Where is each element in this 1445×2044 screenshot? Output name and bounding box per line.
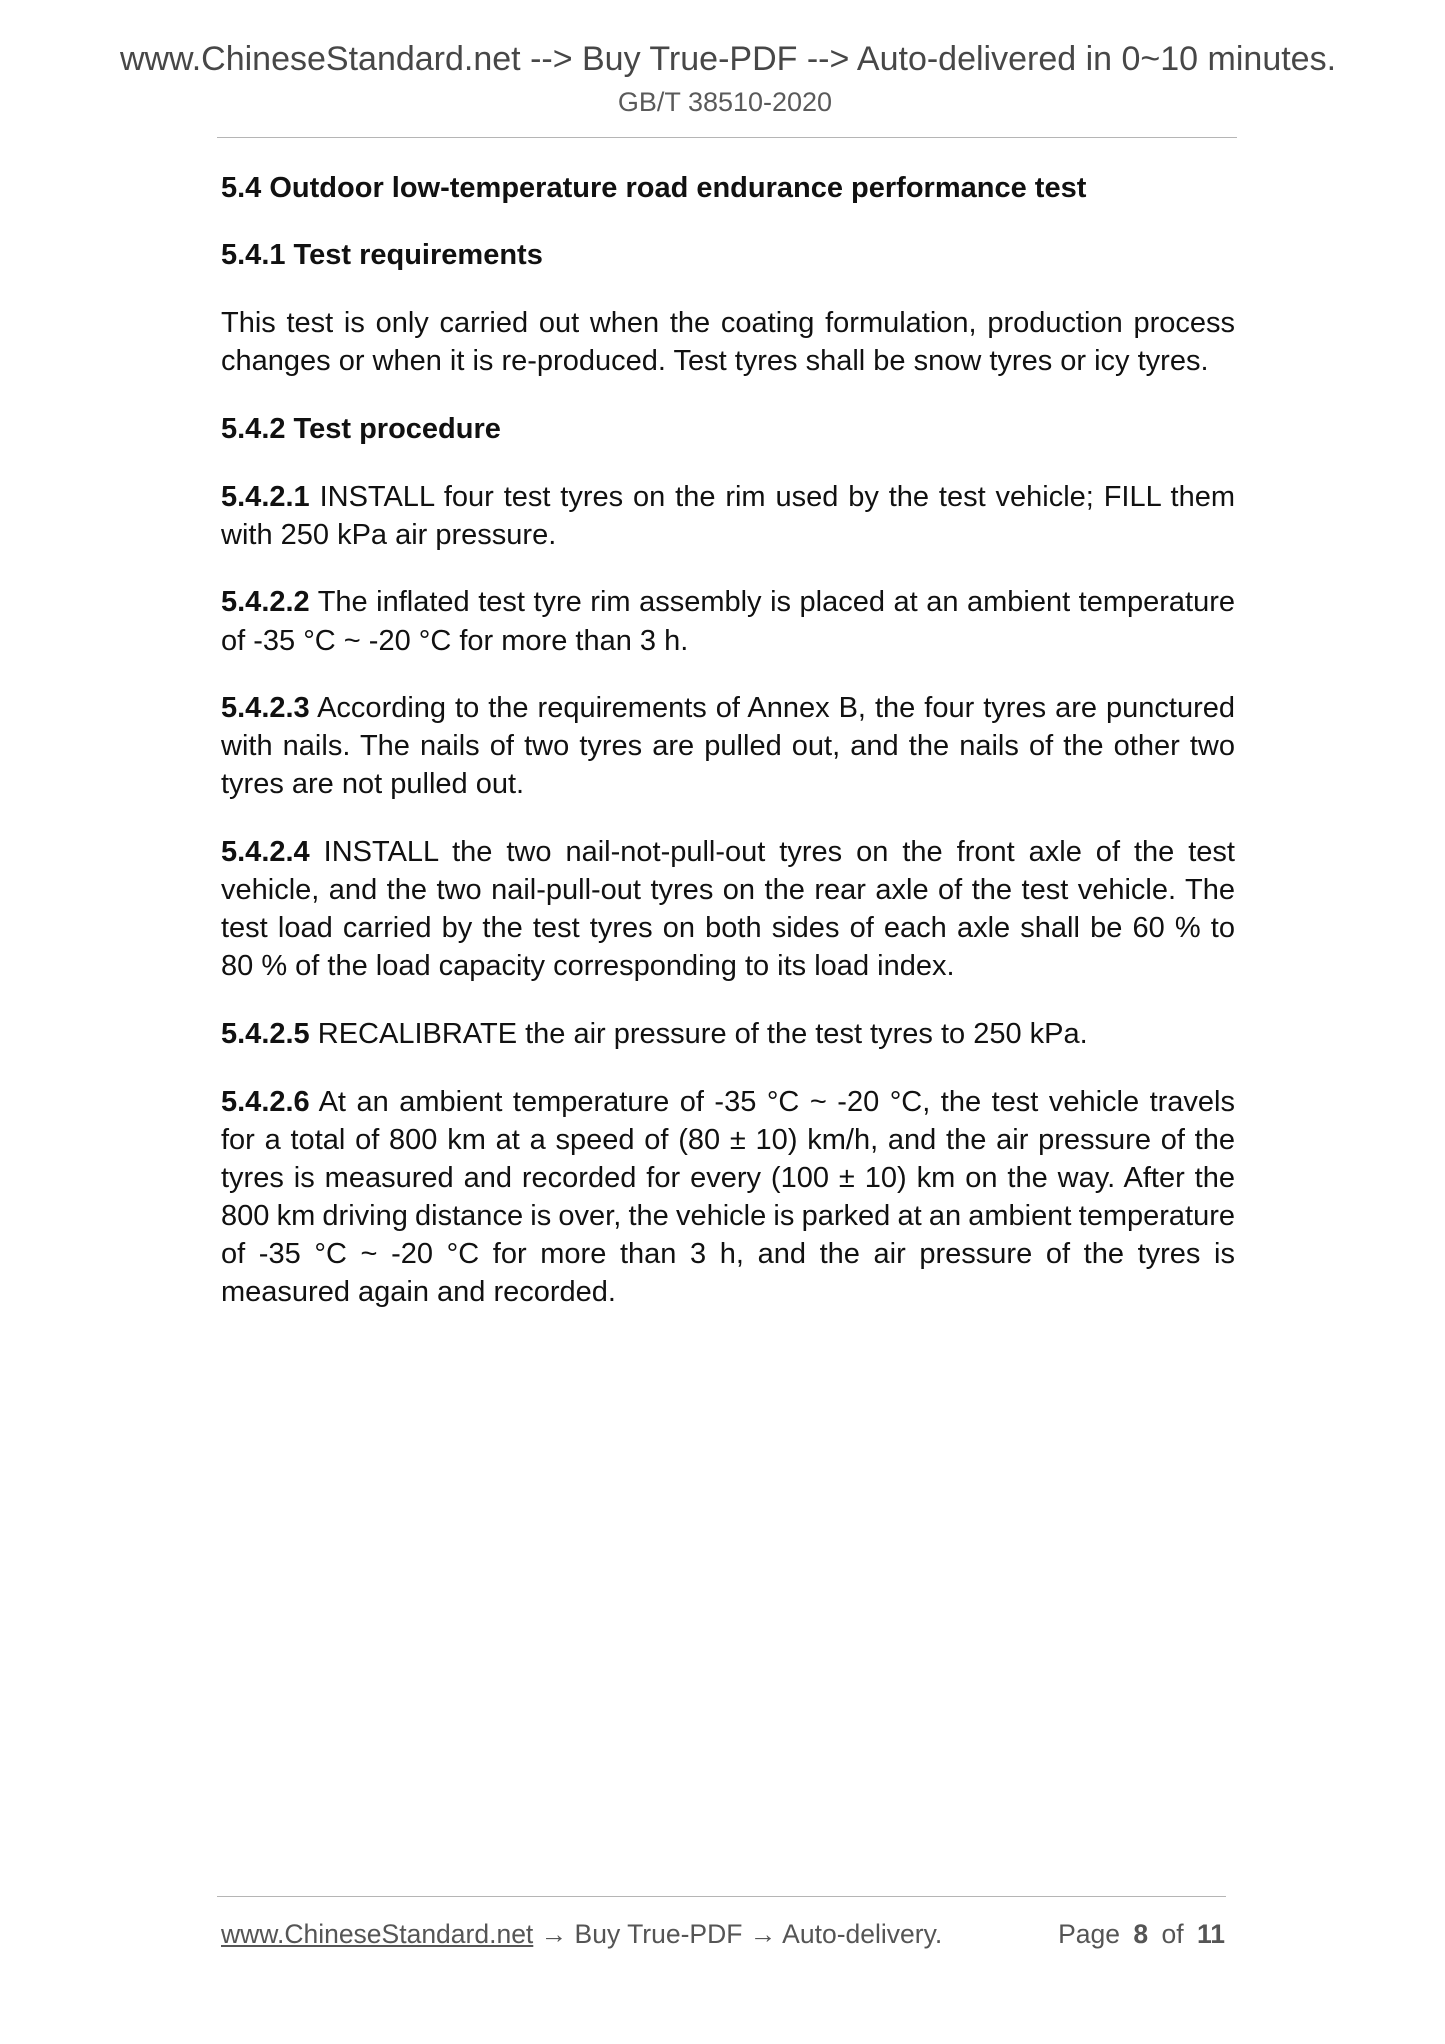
page-of-label: of: [1161, 1919, 1184, 1949]
text-line: of -35 °C ~ -20 °C for more than 3 h.: [221, 624, 689, 657]
text-line: [221, 478, 1235, 516]
clause-text: According to the requirements of Annex B, the four tyres are punctured: [317, 692, 1235, 725]
footer-promo: [221, 1918, 942, 1950]
text-line: 800 km driving distance is over, the vehicle is parked at an ambient temperature: [221, 1200, 1235, 1233]
clause-text: At an ambient temperature of -35 °C ~ -20 °C, the test vehicle travels: [318, 1085, 1235, 1118]
text-line: [221, 583, 1235, 621]
text-line: measured again and recorded.: [221, 1276, 616, 1309]
clause-5-4-2-3: [221, 689, 1235, 803]
text-line: [221, 689, 1235, 727]
page-total: 11: [1196, 1919, 1225, 1949]
clause-text: The inflated test tyre rim assembly is placed at an ambient temperature: [317, 586, 1235, 619]
clause-text: INSTALL four test tyres on the rim used by the test vehicle; FILL them: [319, 480, 1235, 513]
clause-5-4-2-2: [221, 583, 1235, 659]
clause-5-4-2-5: [221, 1015, 1235, 1053]
footer-tagline: → Buy True-PDF → Auto-delivery.: [540, 1919, 943, 1949]
header-standard-code: GB/T 38510-2020: [617, 87, 833, 117]
clause-number: 5.4.2.3: [221, 692, 310, 725]
text-line: [221, 833, 1235, 871]
text-line: changes or when it is re-produced. Test tyres shall be snow tyres or icy tyres.: [221, 345, 1209, 378]
text-line: with 250 kPa air pressure.: [221, 518, 557, 551]
document-body: [221, 169, 1235, 1341]
text-line: 80 % of the load capacity corresponding to its load index.: [221, 950, 955, 983]
text-line: tyres are not pulled out.: [221, 768, 525, 801]
text-line: of -35 °C ~ -20 °C for more than 3 h, and the air pressure of the tyres is: [221, 1238, 1235, 1271]
clause-number: 5.4.2.4: [221, 836, 310, 869]
section-heading: 5.4 Outdoor low-temperature road endurance performance test: [221, 171, 1087, 204]
page-indicator: [1058, 1918, 1225, 1950]
footer-rule: [217, 1896, 1226, 1897]
text-line: tyres is measured and recorded for every (100 ± 10) km on the way. After the: [221, 1161, 1235, 1194]
subsection-heading-requirements: 5.4.1 Test requirements: [221, 239, 543, 272]
text-line: vehicle, and the two nail-pull-out tyres on the rear axle of the test vehicle. The: [221, 874, 1235, 907]
clause-5-4-2-6: [221, 1083, 1235, 1312]
text-line: [221, 1015, 1235, 1053]
requirements-paragraph: [221, 304, 1235, 380]
header-site-line: www.ChineseStandard.net --> Buy True-PDF --> Auto-delivered in 0~10 minutes.: [119, 40, 1337, 78]
header-rule: [217, 137, 1237, 138]
subsection-heading-procedure: 5.4.2 Test procedure: [221, 412, 501, 445]
text-line: for a total of 800 km at a speed of (80 ± 10) km/h, and the air pressure of the: [221, 1123, 1235, 1156]
clause-number: 5.4.2.5: [221, 1018, 310, 1051]
page-number: 8: [1133, 1919, 1149, 1949]
text-line: [221, 1083, 1235, 1121]
clause-5-4-2-1: [221, 478, 1235, 554]
clause-number: 5.4.2.6: [221, 1085, 310, 1118]
text-line: This test is only carried out when the coating formulation, production process: [221, 307, 1235, 340]
clause-number: 5.4.2.2: [221, 586, 310, 619]
page-label: Page: [1058, 1919, 1120, 1949]
footer-link[interactable]: www.ChineseStandard.net: [221, 1919, 534, 1949]
text-line: test load carried by the test tyres on both sides of each axle shall be 60 % to: [221, 912, 1235, 945]
text-line: with nails. The nails of two tyres are pulled out, and the nails of the other two: [221, 730, 1235, 763]
clause-number: 5.4.2.1: [221, 480, 310, 513]
clause-text: INSTALL the two nail-not-pull-out tyres on the front axle of the test: [323, 836, 1235, 869]
clause-5-4-2-4: [221, 833, 1235, 985]
clause-text: RECALIBRATE the air pressure of the test tyres to 250 kPa.: [317, 1018, 1088, 1051]
